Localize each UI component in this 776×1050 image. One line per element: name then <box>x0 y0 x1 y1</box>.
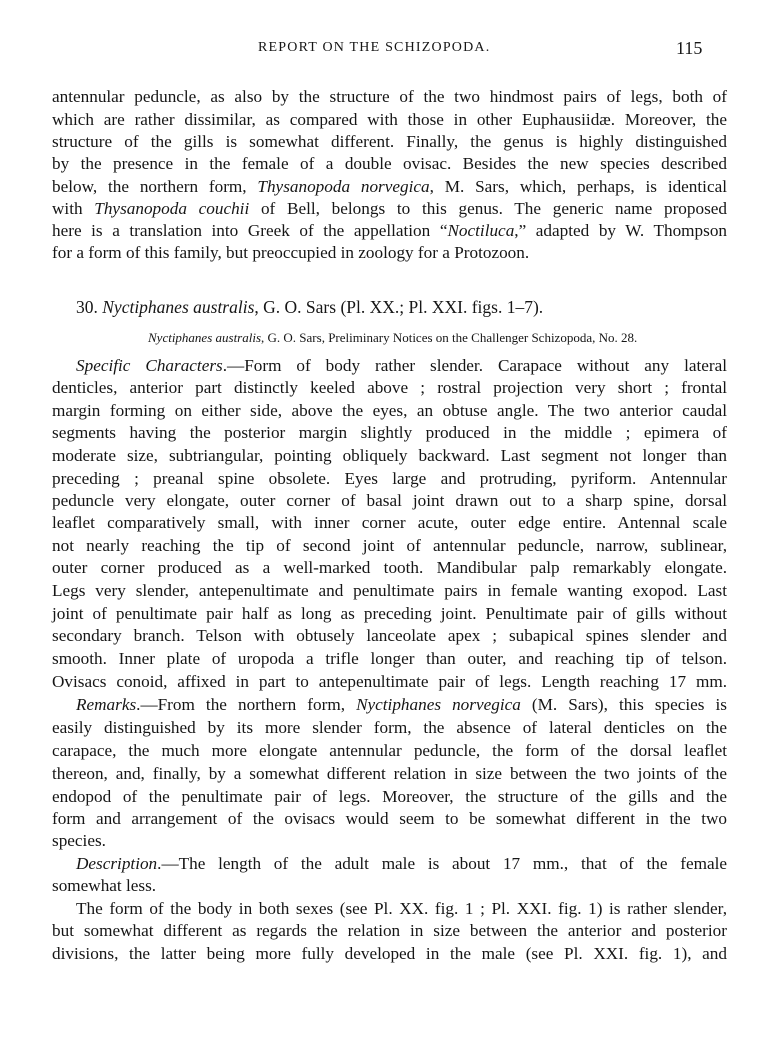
text-line: divisions, the latter being more fully developed in the male (see Pl. XXI. fig. 1), and <box>52 944 727 963</box>
text-line: outer corner produced as a well-marked tooth. Mandibular palp remarkably elongate. <box>52 558 727 577</box>
species-heading: 30. Nyctiphanes australis, G. O. Sars (Pl. XX.; Pl. XXI. figs. 1–7). <box>76 297 544 317</box>
text-line: preceding ; preanal spine obsolete. Eyes large and protruding, pyriform. Antennular <box>52 469 727 488</box>
text-line: thereon, and, finally, by a somewhat different relation in size between the two joints of the <box>52 764 727 783</box>
italic-text: Thysanopoda couchii <box>94 199 250 218</box>
text-line: below, the northern form, Thysanopoda norvegica, M. Sars, which, perhaps, is identical <box>52 177 727 196</box>
italic-text: Remarks <box>76 695 137 714</box>
text-line: not nearly reaching the tip of second joint of antennular peduncle, narrow, sublinear, <box>52 536 727 555</box>
text-line: here is a translation into Greek of the appellation “Noctiluca,” adapted by W. Thompson <box>52 221 728 240</box>
text-line: antennular peduncle, as also by the structure of the two hindmost pairs of legs, both of <box>52 87 727 106</box>
text-line: denticles, anterior part distinctly keeled above ; rostral projection very short ; frontal <box>52 378 727 397</box>
text-line: smooth. Inner plate of uropoda a trifle longer than outer, and reaching tip of telson. <box>52 649 727 668</box>
text-line: joint of penultimate pair half as long as preceding joint. Penultimate pair of gills without <box>52 604 727 623</box>
text-line: but somewhat different as regards the relation in size between the anterior and posterior <box>52 921 727 940</box>
text-line: which are rather dissimilar, as compared with those in other Euphausiidæ. Moreover, the <box>52 110 727 129</box>
text-line: margin forming on either side, above the eyes, an obtuse angle. The two anterior caudal <box>52 401 727 420</box>
synonym-citation: Nyctiphanes australis, G. O. Sars, Preliminary Notices on the Challenger Schizopoda, No. 28. <box>148 330 638 345</box>
text-line: form and arrangement of the ovisacs would seem to be somewhat different in the two <box>52 809 727 828</box>
text-line: Description.—The length of the adult male is about 17 mm., that of the female <box>76 854 727 873</box>
text-line: easily distinguished by its more slender form, the absence of lateral denticles on the <box>52 718 727 737</box>
running-head <box>0 40 776 64</box>
text-line: peduncle very elongate, outer corner of basal joint drawn out to a sharp spine, dorsal <box>52 491 727 510</box>
text-line: segments having the posterior margin slightly produced in the middle ; epimera of <box>52 423 727 442</box>
text-line: secondary branch. Telson with obtusely lanceolate apex ; subapical spines slender and <box>52 626 727 645</box>
italic-text: Noctiluca <box>447 221 515 240</box>
text-line: for a form of this family, but preoccupied in zoology for a Protozoon. <box>52 243 530 262</box>
page-number: 115 <box>676 38 703 58</box>
text-line: by the presence in the female of a double ovisac. Besides the new species described <box>52 154 727 173</box>
text-line: The form of the body in both sexes (see Pl. XX. fig. 1 ; Pl. XXI. fig. 1) is rather slender, <box>76 899 727 918</box>
italic-text: Nyctiphanes australis <box>148 330 262 345</box>
text-line: endopod of the penultimate pair of legs. Moreover, the structure of the gills and the <box>52 787 727 806</box>
text-line: Ovisacs conoid, affixed in part to antepenultimate pair of legs. Length reaching 17 mm. <box>52 672 727 691</box>
italic-text: Specific Characters <box>76 356 223 375</box>
text-line: species. <box>52 831 106 850</box>
italic-text: Nyctiphanes australis <box>102 297 255 317</box>
text-line: structure of the gills is somewhat different. Finally, the genus is highly distinguished <box>52 132 727 151</box>
text-line: somewhat less. <box>52 876 157 895</box>
text-line: leaflet comparatively small, with inner corner acute, outer edge entire. Antennal scale <box>52 513 727 532</box>
running-title: REPORT ON THE SCHIZOPODA. <box>258 40 491 55</box>
text-line: Remarks.—From the northern form, Nyctiphanes norvegica (M. Sars), this species is <box>76 695 727 714</box>
text-line: moderate size, subtriangular, pointing obliquely backward. Last segment not longer than <box>52 446 727 465</box>
text-line: with Thysanopoda couchii of Bell, belongs to this genus. The generic name proposed <box>52 199 727 218</box>
italic-text: Thysanopoda norvegica <box>257 177 430 196</box>
text-line: Legs very slender, antepenultimate and penultimate pairs in female wanting exopod. Last <box>52 581 727 600</box>
text-line: Specific Characters.—Form of body rather slender. Carapace without any lateral <box>76 356 727 375</box>
text-line: carapace, the much more elongate antennular peduncle, the form of the dorsal leaflet <box>52 741 727 760</box>
italic-text: Description <box>76 854 158 873</box>
italic-text: Nyctiphanes norvegica <box>356 695 521 714</box>
